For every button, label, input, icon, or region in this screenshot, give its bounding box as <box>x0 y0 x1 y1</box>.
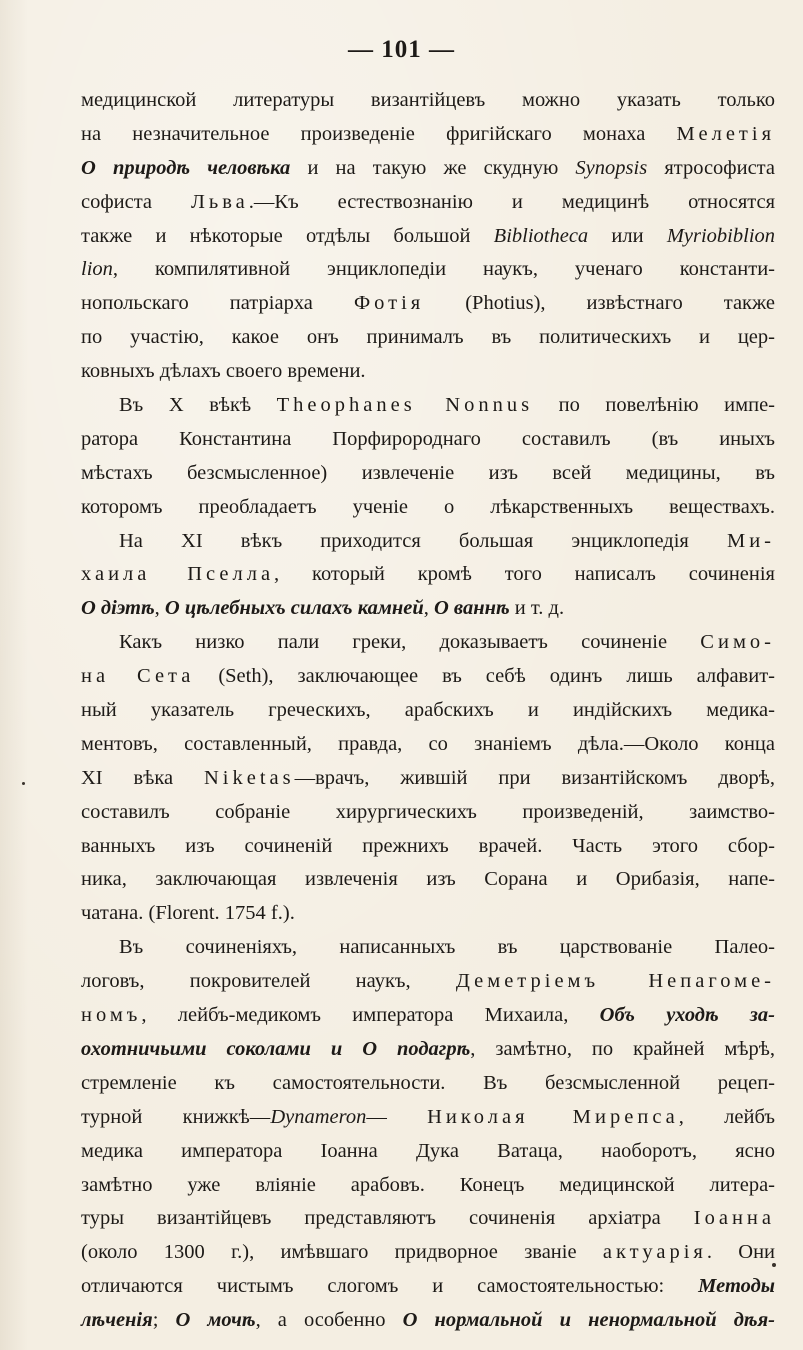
latin-segment: Synopsis <box>575 156 648 179</box>
text-line <box>81 457 775 491</box>
text-line <box>81 863 775 897</box>
text-segment: ный указатель греческихъ, арабскихъ и индійскихъ медика- <box>81 699 775 722</box>
text-line <box>81 355 775 389</box>
text-segment: мѣстахъ безсмысленное) извлеченіе изъ всей медицины, въ <box>81 461 775 484</box>
text-segment: по повелѣнію импе- <box>533 394 775 417</box>
text-line <box>81 762 775 796</box>
title-segment: Методы <box>698 1275 775 1298</box>
text-line <box>81 321 775 355</box>
text-segment: или <box>588 224 667 247</box>
text-line <box>81 694 775 728</box>
text-line <box>81 525 775 559</box>
text-line <box>81 965 775 999</box>
title-segment: О нормальной и ненормальной дѣя- <box>402 1309 775 1332</box>
text-segment: , лейбъ-медикомъ императора Михаила, <box>141 1004 600 1027</box>
text-line <box>81 84 775 118</box>
text-segment: XI вѣка <box>81 766 204 789</box>
text-segment: ятрософиста <box>647 156 775 179</box>
text-line <box>81 558 775 592</box>
text-line <box>81 1033 775 1067</box>
text-segment: на незначительное произведеніе фригійскаго монаха <box>81 122 677 145</box>
text-segment: турной книжкѣ— <box>81 1105 271 1128</box>
text-segment: ковныхъ дѣлахъ своего времени. <box>81 360 366 383</box>
text-line <box>81 186 775 220</box>
text-line <box>81 220 775 254</box>
ink-speck <box>772 1263 776 1267</box>
text-segment-spaced: Симо- <box>700 631 775 654</box>
text-segment-spaced: Фотія <box>353 292 425 315</box>
text-segment: (около 1300 г.), имѣвшаго придворное званіе <box>81 1241 603 1264</box>
text-segment: (Seth), заключающее въ себѣ одинъ лишь алфавит- <box>194 665 775 688</box>
text-line <box>81 423 775 457</box>
text-segment-spaced: Theophanes Nonnus <box>276 394 534 417</box>
latin-segment: lion <box>81 258 113 281</box>
text-line <box>81 152 775 186</box>
text-segment-spaced: Ми- <box>726 529 775 552</box>
text-segment: Въ сочиненіяхъ, написанныхъ въ царствованіе Палео- <box>119 936 775 959</box>
text-line <box>81 1101 775 1135</box>
text-segment: —врачъ, жившій при византійскомъ дворѣ, <box>294 766 775 789</box>
title-segment: охотничьими соколами и О подагрѣ <box>81 1037 471 1060</box>
text-line <box>81 1202 775 1236</box>
text-segment-spaced: актуарія <box>602 1241 707 1264</box>
text-segment: Въ X вѣкѣ <box>119 394 277 417</box>
text-segment: также и нѣкоторые отдѣлы большой <box>81 224 494 247</box>
text-line <box>81 592 775 626</box>
title-segment: лѣченія <box>81 1309 153 1332</box>
text-line <box>81 287 775 321</box>
text-segment: чатана. (Florent. 1754 f.). <box>81 902 295 925</box>
text-segment-spaced: на Сета <box>81 665 195 688</box>
text-segment: нопольскаго патріарха <box>81 292 354 315</box>
text-segment: и т. д. <box>509 597 565 620</box>
text-segment: софиста <box>81 190 191 213</box>
title-segment: О ваннѣ <box>434 597 510 620</box>
text-segment: (Photius), извѣстнаго также <box>424 292 775 315</box>
text-segment: , который кромѣ того написалъ сочиненія <box>274 563 775 586</box>
text-segment-spaced: номъ <box>81 1004 142 1027</box>
text-segment: по участію, какое онъ принималъ въ политическихъ и цер- <box>81 326 775 349</box>
title-segment: О діэтѣ <box>81 597 155 620</box>
text-segment: , лейбъ <box>678 1105 775 1128</box>
text-segment: отличаются чистымъ слогомъ и самостоятельностью: <box>81 1275 699 1298</box>
text-segment: и на такую же скудную <box>290 156 576 179</box>
text-line <box>81 931 775 965</box>
page-number: — 101 — <box>348 36 455 63</box>
text-line <box>81 1236 775 1270</box>
text-line <box>81 796 775 830</box>
text-segment: — <box>366 1105 428 1128</box>
text-segment: медика императора Іоанна Дука Ватаца, наоборотъ, ясно <box>81 1139 775 1162</box>
title-segment: О цѣлебныхъ силахъ камней <box>164 597 424 620</box>
latin-segment: Bibliotheca <box>493 224 589 247</box>
text-segment: .—Къ естествознанію и медицинѣ относятся <box>248 190 775 213</box>
text-line <box>81 1304 775 1338</box>
text-segment-spaced: Niketas <box>203 766 295 789</box>
text-segment-spaced: Іоанна <box>693 1207 775 1230</box>
text-segment: медицинской литературы византійцевъ можно указать только <box>81 89 775 111</box>
text-line <box>81 253 775 287</box>
text-segment: , а особенно <box>255 1309 403 1332</box>
title-segment: Объ уходѣ за- <box>599 1004 775 1027</box>
text-line <box>81 728 775 762</box>
text-segment: , замѣтно, по крайней мѣрѣ, <box>470 1037 775 1060</box>
text-segment: . Они <box>706 1241 776 1264</box>
text-line <box>81 389 775 423</box>
text-segment: , компилятивной энциклопедіи наукъ, ученаго константи- <box>112 258 775 281</box>
text-segment: , <box>154 597 165 620</box>
text-line <box>81 491 775 525</box>
latin-segment: Myriobiblion <box>666 224 776 247</box>
text-segment: На XI вѣкъ приходится большая энциклопедія <box>119 529 727 552</box>
title-segment: О мочѣ <box>175 1309 256 1332</box>
text-segment: замѣтно уже вліяніе арабовъ. Конецъ медицинской литера- <box>81 1173 775 1196</box>
text-line <box>81 830 775 864</box>
text-segment: ника, заключающая извлеченія изъ Сорана и Орибазія, напе- <box>81 868 775 891</box>
text-segment: ; <box>152 1309 176 1332</box>
latin-segment: Dynameron <box>270 1105 367 1128</box>
text-segment: , <box>423 597 434 620</box>
text-segment-spaced: Льва <box>191 190 249 213</box>
ink-speck <box>22 782 25 785</box>
text-line <box>81 118 775 152</box>
text-line <box>81 626 775 660</box>
text-segment: ментовъ, составленный, правда, со знаніемъ дѣла.—Около конца <box>81 732 775 755</box>
text-segment: ванныхъ изъ сочиненій прежнихъ врачей. Часть этого сбор- <box>81 834 775 857</box>
text-line <box>81 1067 775 1101</box>
text-line <box>81 1135 775 1169</box>
text-segment-spaced: Николая Мирепса <box>427 1105 679 1128</box>
text-segment: логовъ, покровителей наукъ, <box>81 970 456 993</box>
text-line <box>81 897 775 931</box>
text-line <box>81 1270 775 1304</box>
text-segment: составилъ собраніе хирургическихъ произведеній, заимство- <box>81 800 775 823</box>
text-segment: Какъ низко пали греки, доказываетъ сочиненіе <box>119 631 701 654</box>
title-segment: О природѣ человѣка <box>81 156 291 179</box>
text-line <box>81 1169 775 1203</box>
text-segment-spaced: Деметріемъ Непагоме- <box>455 970 775 993</box>
text-segment: ратора Константина Порфиророднаго составилъ (въ иныхъ <box>81 427 775 450</box>
body-text <box>81 84 775 1338</box>
text-segment: туры византійцевъ представляютъ сочиненія архіатра <box>81 1207 694 1230</box>
text-segment: которомъ преобладаетъ ученіе о лѣкарственныхъ веществахъ. <box>81 495 775 518</box>
text-segment-spaced: хаила Пселла <box>81 563 275 586</box>
text-line <box>81 999 775 1033</box>
text-segment-spaced: Мелетія <box>676 122 775 145</box>
text-line <box>81 660 775 694</box>
text-segment: стремленіе къ самостоятельности. Въ безсмысленной рецеп- <box>81 1071 775 1094</box>
